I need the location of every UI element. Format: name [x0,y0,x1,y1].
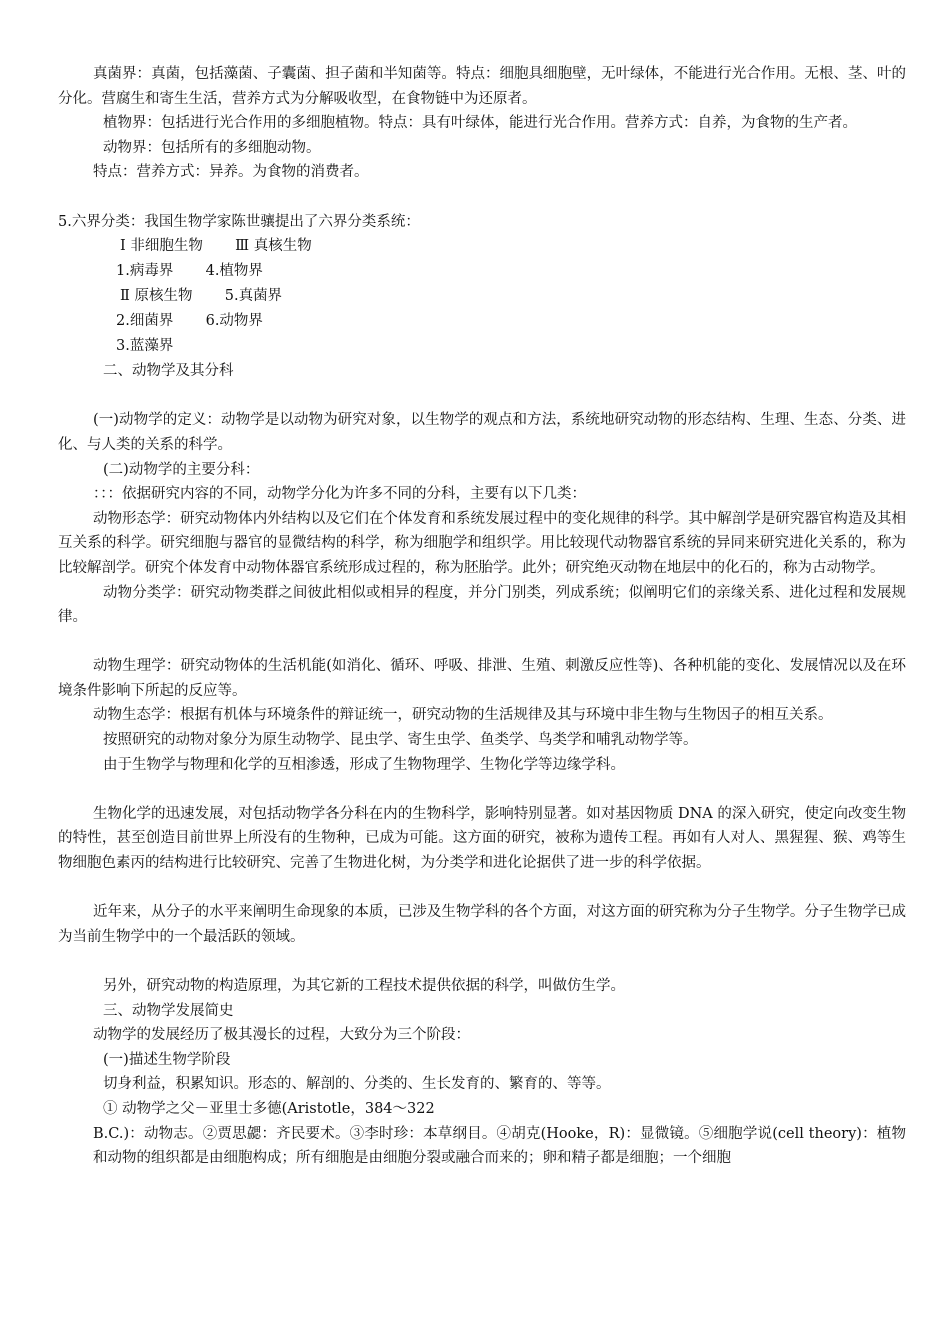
paragraph-animal-kingdom: 动物界：包括所有的多细胞动物。 [103,139,321,156]
subheading-descriptive-stage: (一)描述生物学阶段 [103,1051,231,1068]
paragraph-zoology-definition: (一)动物学的定义：动物学是以动物为研究对象，以生物学的观点和方法，系统地研究动物的形态结构、生理、生态、分类、进化、与人类的关系的科学。 [58,412,906,453]
section-heading-history: 三、动物学发展简史 [103,1002,234,1019]
paragraph-history-intro: 动物学的发展经历了极其漫长的过程，大致分为三个阶段： [93,1027,470,1044]
paragraph-fungi-kingdom: 真菌界：真菌，包括藻菌、子囊菌、担子菌和半知菌等。特点：细胞具细胞壁，无叶绿体，不能进行光合作用。无根、茎、叶的分化。营腐生和寄生生活，营养方式为分解吸收型，在食物链中为还原者。 [58,66,906,107]
subheading-main-branches: (二)动物学的主要分科： [103,461,260,478]
paragraph-bionics: 另外，研究动物的构造原理，为其它新的工程技术提供依据的科学，叫做仿生学。 [103,978,625,994]
six-kingdoms-list [58,234,906,359]
six-kingdoms-row-3: Ⅱ 原核生物 5.真菌界 [120,288,283,305]
six-kingdoms-row-1: Ⅰ 非细胞生物 Ⅲ 真核生物 [120,238,312,255]
paragraph-descriptive-stage: 切身利益，积累知识。形态的、解剖的、分类的、生长发育的、繁育的、等等。 [103,1076,611,1093]
paragraph-biochemistry: 生物化学的迅速发展，对包括动物学各分科在内的生物科学，影响特别显著。如对基因物质 DNA 的深入研究，使定向改变生物的特性，甚至创造目前世界上所没有的生物种，已成为可能。这方面的研究，被称为遗传工程。再如有人对人、黑猩猩、猴、鸡等生物细胞色素丙的结构进行比较研究、完善了生物进化树，为分类学和进化论据供了进一步的科学依据。 [58,805,906,872]
paragraph-molecular-biology: 近年来，从分子的水平来阐明生命现象的本质，已涉及生物学科的各个方面，对这方面的研究称为分子生物学。分子生物学已成为当前生物学中的一个最活跃的领域。 [58,904,906,945]
six-kingdoms-row-4: 2.细菌界 6.动物界 [116,313,263,330]
paragraph-physiology: 动物生理学：研究动物体的生活机能(如消化、循环、呼吸、排泄、生殖、刺激反应性等)、各种机能的变化、发展情况以及在环境条件影响下所起的反应等。 [58,658,906,699]
paragraph-interdisciplinary: 由于生物学与物理和化学的互相渗透，形成了生物物理学、生物化学等边缘学科。 [103,756,625,773]
paragraph-plant-kingdom: 植物界：包括进行光合作用的多细胞植物。特点：具有叶绿体，能进行光合作用。营养方式：自养，为食物的生产者。 [103,115,857,132]
paragraph-by-object: 按照研究的动物对象分为原生动物学、昆虫学、寄生虫学、鱼类学、鸟类学和哺乳动物学等。 [103,732,698,749]
paragraph-animal-features: 特点：营养方式：异养。为食物的消费者。 [93,164,369,181]
paragraph-aristotle: ① 动物学之父－亚里士多德(Aristotle，384～322 [103,1100,435,1117]
six-kingdoms-row-5: 3.蓝藻界 [116,338,174,355]
paragraph-history-figures: B.C.)：动物志。②贾思勰：齐民要术。③李时珍：本草纲目。④胡克(Hooke，R)：显微镜。⑤细胞学说(cell theory)：植物和动物的组织都是由细胞构成；所有细胞是由细胞分裂或融合而来的；卵和精子都是细胞；一个细胞 [93,1125,906,1167]
paragraph-ecology: 动物生态学：根据有机体与环境条件的辩证统一，研究动物的生活规律及其与环境中非生物与生物因子的相互关系。 [93,707,833,724]
paragraph-six-kingdoms-intro: 5.六界分类：我国生物学家陈世骧提出了六界分类系统： [58,213,420,230]
paragraph-branches-intro: ：：：依据研究内容的不同，动物学分化为许多不同的分科，主要有以下几类： [93,486,586,503]
paragraph-taxonomy: 动物分类学：研究动物类群之间彼此相似或相异的程度，并分门别类，列成系统；似阐明它们的亲缘关系、进化过程和发展规律。 [58,584,906,626]
paragraph-morphology: 动物形态学：研究动物体内外结构以及它们在个体发育和系统发展过程中的变化规律的科学。其中解剖学是研究器官构造及其相互关系的科学。研究细胞与器官的显微结构的科学，称为细胞学和组织学。用比较现代动物器官系统的异同来研究进化关系的，称为比较解剖学。研究个体发育中动物体器官系统形成过程的，称为胚胎学。此外；研究绝灭动物在地层中的化石的，称为古动物学。 [58,510,906,576]
six-kingdoms-row-2: 1.病毒界 4.植物界 [116,263,263,280]
section-heading-zoology-branches: 二、动物学及其分科 [103,363,234,380]
